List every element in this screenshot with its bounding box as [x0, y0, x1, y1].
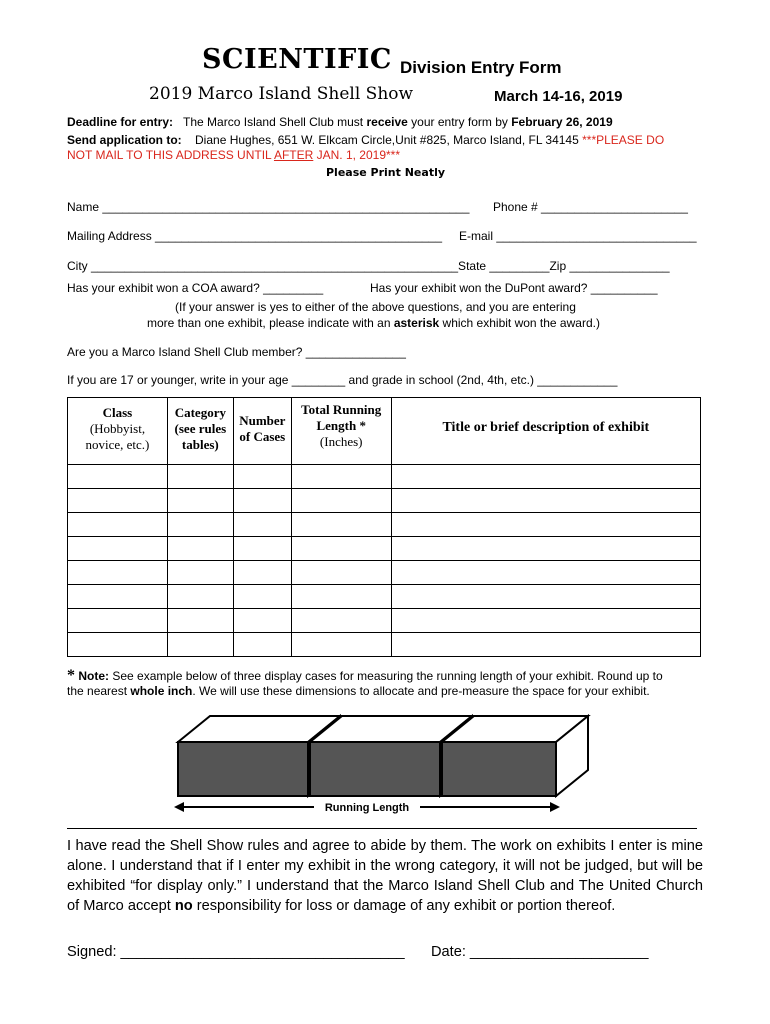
entry-table — [67, 397, 701, 657]
cell-category[interactable] — [167, 561, 233, 585]
cell-class[interactable] — [68, 633, 168, 657]
header-category — [167, 398, 233, 465]
cell-category[interactable] — [167, 633, 233, 657]
cell-length[interactable] — [291, 465, 391, 489]
phone-field[interactable]: Phone # ______________________ — [493, 200, 688, 214]
header-number-line2: of Cases — [239, 429, 286, 444]
agreement-text — [67, 836, 703, 916]
header-length-line2: Length * — [316, 418, 366, 433]
send-address: Diane Hughes, 651 W. Elkcam Circle,Unit #825, Marco Island, FL 34145 — [195, 133, 579, 147]
header-class-line3: novice, etc.) — [85, 437, 150, 452]
cell-category[interactable] — [167, 585, 233, 609]
deadline-receive: receive — [366, 115, 408, 129]
cell-length[interactable] — [291, 513, 391, 537]
cell-number[interactable] — [233, 633, 291, 657]
cell-number[interactable] — [233, 489, 291, 513]
note-text-2-post: . We will use these dimensions to allocate and pre-measure the space for your exhibit. — [192, 684, 650, 698]
header-title — [391, 398, 700, 465]
divider — [67, 828, 697, 829]
award-note-2-pre: more than one exhibit, please indicate with an — [147, 316, 394, 330]
display-case-box — [442, 716, 588, 796]
note-line-1 — [67, 667, 663, 685]
cell-number[interactable] — [233, 585, 291, 609]
cell-title[interactable] — [391, 465, 700, 489]
deadline-date: February 26, 2019 — [511, 115, 613, 129]
cell-number[interactable] — [233, 561, 291, 585]
header-title-text: Title or brief description of exhibit — [442, 420, 650, 435]
header-class — [68, 398, 168, 465]
deadline-label: Deadline for entry: — [67, 115, 174, 129]
note-line-2 — [67, 684, 650, 698]
cell-category[interactable] — [167, 513, 233, 537]
cell-class[interactable] — [68, 585, 168, 609]
form-title: SCIENTIFIC — [202, 44, 392, 75]
cell-title[interactable] — [391, 609, 700, 633]
date-field[interactable]: Date: ______________________ — [431, 944, 649, 960]
table-row — [68, 537, 701, 561]
cell-category[interactable] — [167, 465, 233, 489]
header-length-title: Total Running — [301, 402, 382, 417]
member-field[interactable]: Are you a Marco Island Shell Club member? _______________ — [67, 345, 406, 359]
note-star: * — [67, 667, 75, 684]
cell-number[interactable] — [233, 537, 291, 561]
show-name: 2019 Marco Island Shell Show — [149, 84, 414, 104]
cell-class[interactable] — [68, 561, 168, 585]
cell-length[interactable] — [291, 561, 391, 585]
send-line — [67, 133, 664, 147]
cell-title[interactable] — [391, 585, 700, 609]
table-header-row — [68, 398, 701, 465]
age-grade-field[interactable]: If you are 17 or younger, write in your age ________ and grade in school (2nd, 4th, etc.) ____________ — [67, 373, 618, 387]
send-warning-1: ***PLEASE DO — [582, 133, 665, 147]
cell-length[interactable] — [291, 609, 391, 633]
cell-class[interactable] — [68, 465, 168, 489]
note-whole-inch: whole inch — [130, 684, 193, 698]
table-row — [68, 465, 701, 489]
mailing-address-field[interactable]: Mailing Address ___________________________________________ — [67, 229, 443, 243]
dupont-award-field[interactable]: Has your exhibit won the DuPont award? __________ — [370, 281, 658, 295]
cell-title[interactable] — [391, 513, 700, 537]
cell-number[interactable] — [233, 465, 291, 489]
send-warning-line — [67, 148, 400, 162]
note-label: Note: — [78, 669, 110, 683]
send-warning-after: AFTER — [273, 148, 314, 162]
city-state-zip-field[interactable]: City _______________________________________________________State _________Zip _______________ — [67, 259, 670, 273]
award-note-1: (If your answer is yes to either of the above questions, and you are entering — [175, 300, 576, 314]
deadline-text-mid: your entry form by — [407, 115, 512, 129]
table-row — [68, 489, 701, 513]
header-category-line3: tables) — [181, 437, 219, 452]
form-subtitle: Division Entry Form — [400, 58, 562, 77]
note-text-2-pre: the nearest — [67, 684, 131, 698]
agreement-part-1: I have read the Shell Show rules and agree to abide by them. The work on exhibits I enter is mine alone. I understand that if I enter my exhibit in the wrong category, it will not be judged, but will be exhibited “for display only.” I understand that the Marco Island Shell Club and The United Church of Marco accept — [67, 838, 703, 914]
cell-category[interactable] — [167, 609, 233, 633]
deadline-line — [67, 115, 613, 129]
cell-class[interactable] — [68, 489, 168, 513]
table-row — [68, 609, 701, 633]
award-note-2-post: which exhibit won the award.) — [439, 316, 600, 330]
table-row — [68, 585, 701, 609]
agreement-part-2: responsibility for loss or damage of any exhibit or portion thereof. — [192, 898, 616, 914]
header-running-length — [291, 398, 391, 465]
running-length-label: Running Length — [324, 802, 410, 814]
header-category-title: Category — [174, 405, 226, 420]
send-warning-post: JAN. 1, 2019*** — [313, 148, 401, 162]
cell-class[interactable] — [68, 609, 168, 633]
table-row — [68, 633, 701, 657]
cell-category[interactable] — [167, 537, 233, 561]
header-number — [233, 398, 291, 465]
header-number-title: Number — [239, 413, 286, 428]
print-neatly: Please Print Neatly — [326, 166, 446, 179]
send-label: Send application to: — [67, 133, 182, 147]
signed-field[interactable]: Signed: ___________________________________ — [67, 944, 405, 960]
cell-length[interactable] — [291, 633, 391, 657]
email-field[interactable]: E-mail ______________________________ — [459, 229, 697, 243]
cell-length[interactable] — [291, 537, 391, 561]
note-text-1: See example below of three display cases for measuring the running length of your exhibit. Round up to — [109, 669, 663, 683]
cell-number[interactable] — [233, 513, 291, 537]
award-note-2 — [147, 316, 600, 330]
cell-title[interactable] — [391, 633, 700, 657]
deadline-text-pre: The Marco Island Shell Club must — [183, 115, 367, 129]
send-warning-pre: NOT MAIL TO THIS ADDRESS UNTIL — [67, 148, 274, 162]
cell-class[interactable] — [68, 537, 168, 561]
cell-title[interactable] — [391, 561, 700, 585]
running-length-diagram — [170, 708, 600, 823]
header-class-title: Class — [102, 405, 133, 420]
cell-category[interactable] — [167, 489, 233, 513]
cell-title[interactable] — [391, 489, 700, 513]
show-dates: March 14-16, 2019 — [494, 88, 623, 105]
table-row — [68, 513, 701, 537]
cell-length[interactable] — [291, 489, 391, 513]
table-row — [68, 561, 701, 585]
cell-number[interactable] — [233, 609, 291, 633]
cell-class[interactable] — [68, 513, 168, 537]
cell-title[interactable] — [391, 537, 700, 561]
name-field[interactable]: Name _______________________________________________________ — [67, 200, 470, 214]
header-length-line3: (Inches) — [319, 434, 363, 449]
coa-award-field[interactable]: Has your exhibit won a COA award? _________ — [67, 281, 324, 295]
header-class-line2: (Hobbyist, — [89, 421, 146, 436]
header-category-line2: (see rules — [174, 421, 227, 436]
agreement-no: no — [174, 898, 193, 914]
award-note-asterisk: asterisk — [393, 316, 440, 330]
cell-length[interactable] — [291, 585, 391, 609]
